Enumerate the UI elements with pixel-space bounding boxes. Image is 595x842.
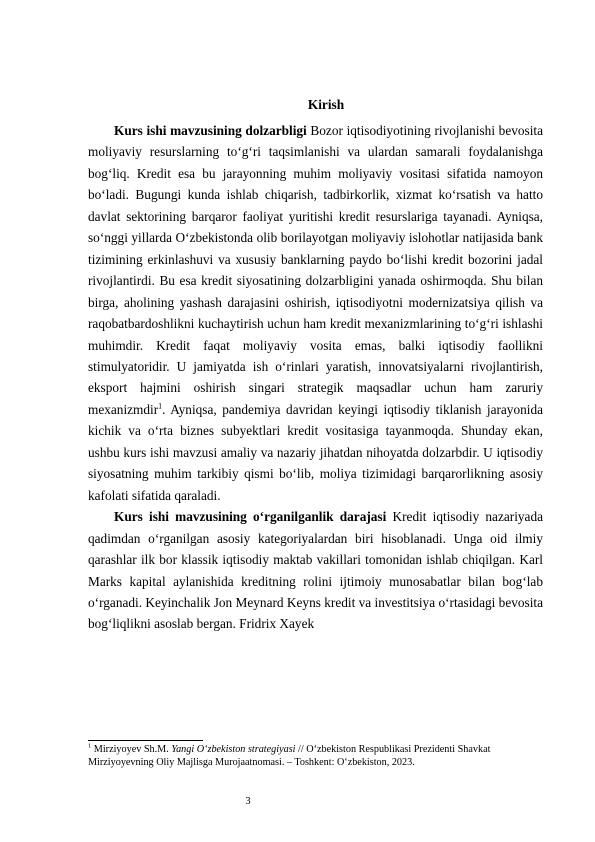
paragraph-study-level bbox=[88, 506, 543, 635]
section-title: Kirish bbox=[307, 97, 345, 112]
relevance-text: Bozor iqtisodiyotining rivojlanishi bevosita moliyaviy resurslarning to‘g‘ri taqsimlanishi va ulardan samarali foydalanishga bog‘liq. Kredit esa bu jarayonning muhim moliyaviy vositasi sifatida namoyon bo‘ladi. Bugungi kunda ishlab chiqarish, tadbirkorlik, xizmat ko‘rsatish va hatto davlat sektorining barqaror faoliyat yuritishi kredit resurslariga tayanadi. Ayniqsa, so‘nggi yillarda O‘zbekistonda olib borilayotgan moliyaviy islohotlar natijasida bank tizimining erkinlashuvi va xususiy banklarning paydo bo‘lishi kredit bozorini jadal rivojlantirdi. Bu esa kredit siyosatining dolzarbligini yanada oshirmoqda. Shu bilan birga, aholining yashash darajasini oshirish, iqtisodiyotni modernizatsiya qilish va raqobatbardoshlikni kuchaytirish uchun ham kredit mexanizmlarining to‘g‘ri ishlashi muhimdir. Kredit faqat moliyaviy vosita emas, balki iqtisodiy faollikni stimulyatoridir. U jamiyatda ish o‘rinlari yaratish, innovatsiyalarni rivojlantirish, eksport hajmini oshirish singari strategik maqsadlar uchun ham zaruriy mexanizmdir bbox=[88, 123, 543, 417]
footnote-source: // O‘zbekiston Respublikasi Prezidenti Shavkat Mirziyoyevning Oliy Majlisga Murojaatnomasi. – Toshkent: O‘zbekiston, 2023. bbox=[88, 744, 491, 768]
footnote-title: Yangi O‘zbekiston strategiyasi bbox=[171, 744, 296, 755]
footnote bbox=[88, 743, 508, 769]
footnote-separator bbox=[88, 740, 203, 741]
footnote-number: 1 bbox=[88, 742, 92, 750]
body-text bbox=[88, 120, 543, 635]
footnote-author: Mirziyoyev Sh.M. bbox=[91, 744, 172, 755]
page-number: 3 bbox=[245, 796, 251, 807]
paragraph-relevance bbox=[88, 120, 543, 506]
study-level-heading: Kurs ishi mavzusining o‘rganilganlik darajasi bbox=[114, 509, 387, 525]
relevance-text-continued: . Ayniqsa, pandemiya davridan keyingi iqtisodiy tiklanish jarayonida kichik va o‘rta biznes subyektlari kredit vositasiga tayanmoqda. Shunday ekan, ushbu kurs ishi mavzusi amaliy va nazariy jihatdan nihoyatda dolzarbdir. U iqtisodiy siyosatning muhim tarkibiy qismi bo‘lib, moliya tizimidagi barqarorlikning asosiy kafolati sifatida qaraladi. bbox=[88, 401, 543, 503]
relevance-heading: Kurs ishi mavzusining dolzarbligi bbox=[114, 123, 307, 138]
footnote-reference[interactable]: 1 bbox=[158, 401, 163, 411]
study-level-text: Kredit iqtisodiy nazariyada qadimdan o‘rganilgan asosiy kategoriyalardan biri hisoblanadi. Unga oid ilmiy qarashlar ilk bor klassik iqtisodiy maktab vakillari tomonidan ishlab chiqilgan. Karl Marks kapital aylanishida kreditning rolini ijtimoiy munosabatlar bilan bog‘lab o‘rganadi. Keyinchalik Jon Meynard Keyns kredit va investitsiya o‘rtasidagi bevosita bog‘liqlikni asoslab bergan. Fridrix Xayek bbox=[88, 509, 543, 632]
